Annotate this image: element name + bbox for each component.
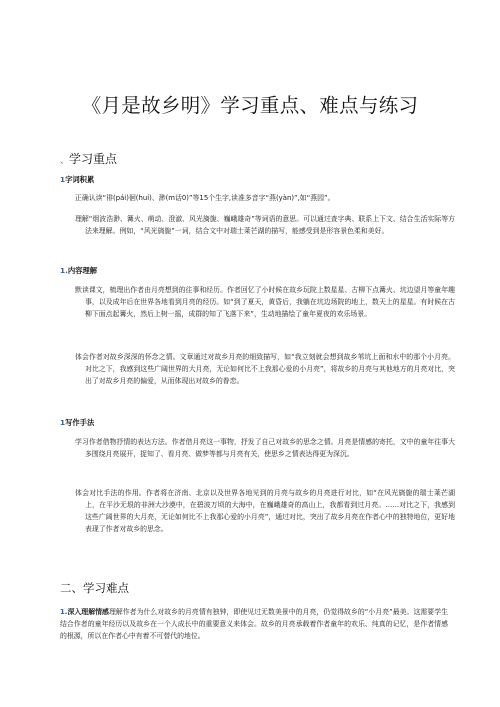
paragraph-number: 1.: [60, 608, 68, 616]
subheading-number: 1: [60, 418, 66, 427]
paragraph-writing-2: 体会对比手法的作用。作者将在济南、北京以及世界各地见到的月亮与故乡的月亮进行对比，如“在风光旖旎的瑞士莱芒湖上，在平沙无垠的非洲大沙漠中，在碧波万顷的大海中，在巍峨雄奇的高山上，我都看到过月亮。……对比之下，我感到这些广阔世界的大月亮，无论如何比不上我那心爱的小月亮”，通过对比，突出了故乡月亮在作者心中的独特地位，更好地表现了作者对故乡的思念。: [75, 489, 455, 534]
section-heading-text: 学习重点: [69, 152, 118, 166]
subheading-label: 写作手法: [65, 418, 95, 427]
section-heading-key-points: [60, 150, 117, 167]
section-heading-dot: 、: [60, 156, 70, 166]
subheading-writing-techniques: [60, 418, 94, 428]
paragraph-bold-lead: 深入理解情感: [67, 608, 109, 616]
subheading-label: 内容理解: [67, 266, 98, 275]
paragraph-content-1: 默读课文，梳理出作者由月亮想到的往事和经历。作者回忆了小时候在故乡玩院上数星星、古柳下点篝火、坑边望月等童年趣事，以及成年后在世界各地看到月亮的经历。如“到了夏天，黄昏后，我躺在坑边场院的地上，数天上的星星。有时候在古柳下面点起篝火，然后上树一摇，成群的知了飞落下来”，生动地描绘了童年夏夜的欢乐场景。: [75, 286, 455, 319]
paragraph-vocabulary-2: 理解“烟波浩渺、篝火、萌动、澄澈、风光旖旎、巍峨雄奇”等词语的意思。可以通过查字典、联系上下文、结合生活实际等方法来理解。例如，“风光旖旎”一词，结合文中对瑞士莱芒湖的描写，能感受到是形容景色柔和美好。: [75, 215, 455, 236]
subheading-vocabulary: [60, 175, 94, 185]
paragraph-content-2: 体会作者对故乡深深的怀念之情。文章通过对故乡月亮的细致描写，如“我立刻就会想到故乡苇坑上面和水中的那个小月亮。对比之下，我感到这些广阔世界的大月亮，无论如何比不上我那心爱的小月亮”，将故乡的月亮与其他地方的月亮对比，突出了对故乡月亮的偏爱，从而体现出对故乡的眷恋。: [75, 353, 455, 386]
subheading-content-understanding: [60, 266, 97, 276]
paragraph-text: 理解作者为什么对故乡的月亮情有独钟，即使见过无数美景中的月亮，仍觉得故乡的“小月亮”最美。这需要学生结合作者的童年经历以及故乡在一个人成长中的重要意义来体会。故乡的月亮承载着作者童年的欢乐、纯真的记忆，是作者情感的根源，所以在作者心中有着不可替代的地位。: [60, 608, 448, 641]
paragraph-difficulty-1: [60, 606, 448, 642]
subheading-number: 1.: [60, 266, 68, 275]
subheading-label: 字词积累: [65, 175, 95, 184]
subheading-number: 1: [60, 175, 66, 184]
section-heading-difficulties: 二、学习难点: [60, 581, 129, 595]
paragraph-vocabulary-1: 正确认读“徘(pái)徊(huí)、渺(m话0)”等15个生字,读准多音字“燕(yàn)”,如“燕园”。: [75, 194, 335, 202]
paragraph-writing-1: 学习作者借物抒情的表达方法。作者借月亮这一事物，抒发了自己对故乡的思念之情。月亮是情感的寄托，文中的童年往事大多围绕月亮展开，捉知了、看月亮、做梦等都与月亮有关，使思乡之情表达得更为深沉。: [75, 438, 455, 459]
document-title: 《月是故乡明》学习重点、难点与练习: [81, 94, 419, 117]
